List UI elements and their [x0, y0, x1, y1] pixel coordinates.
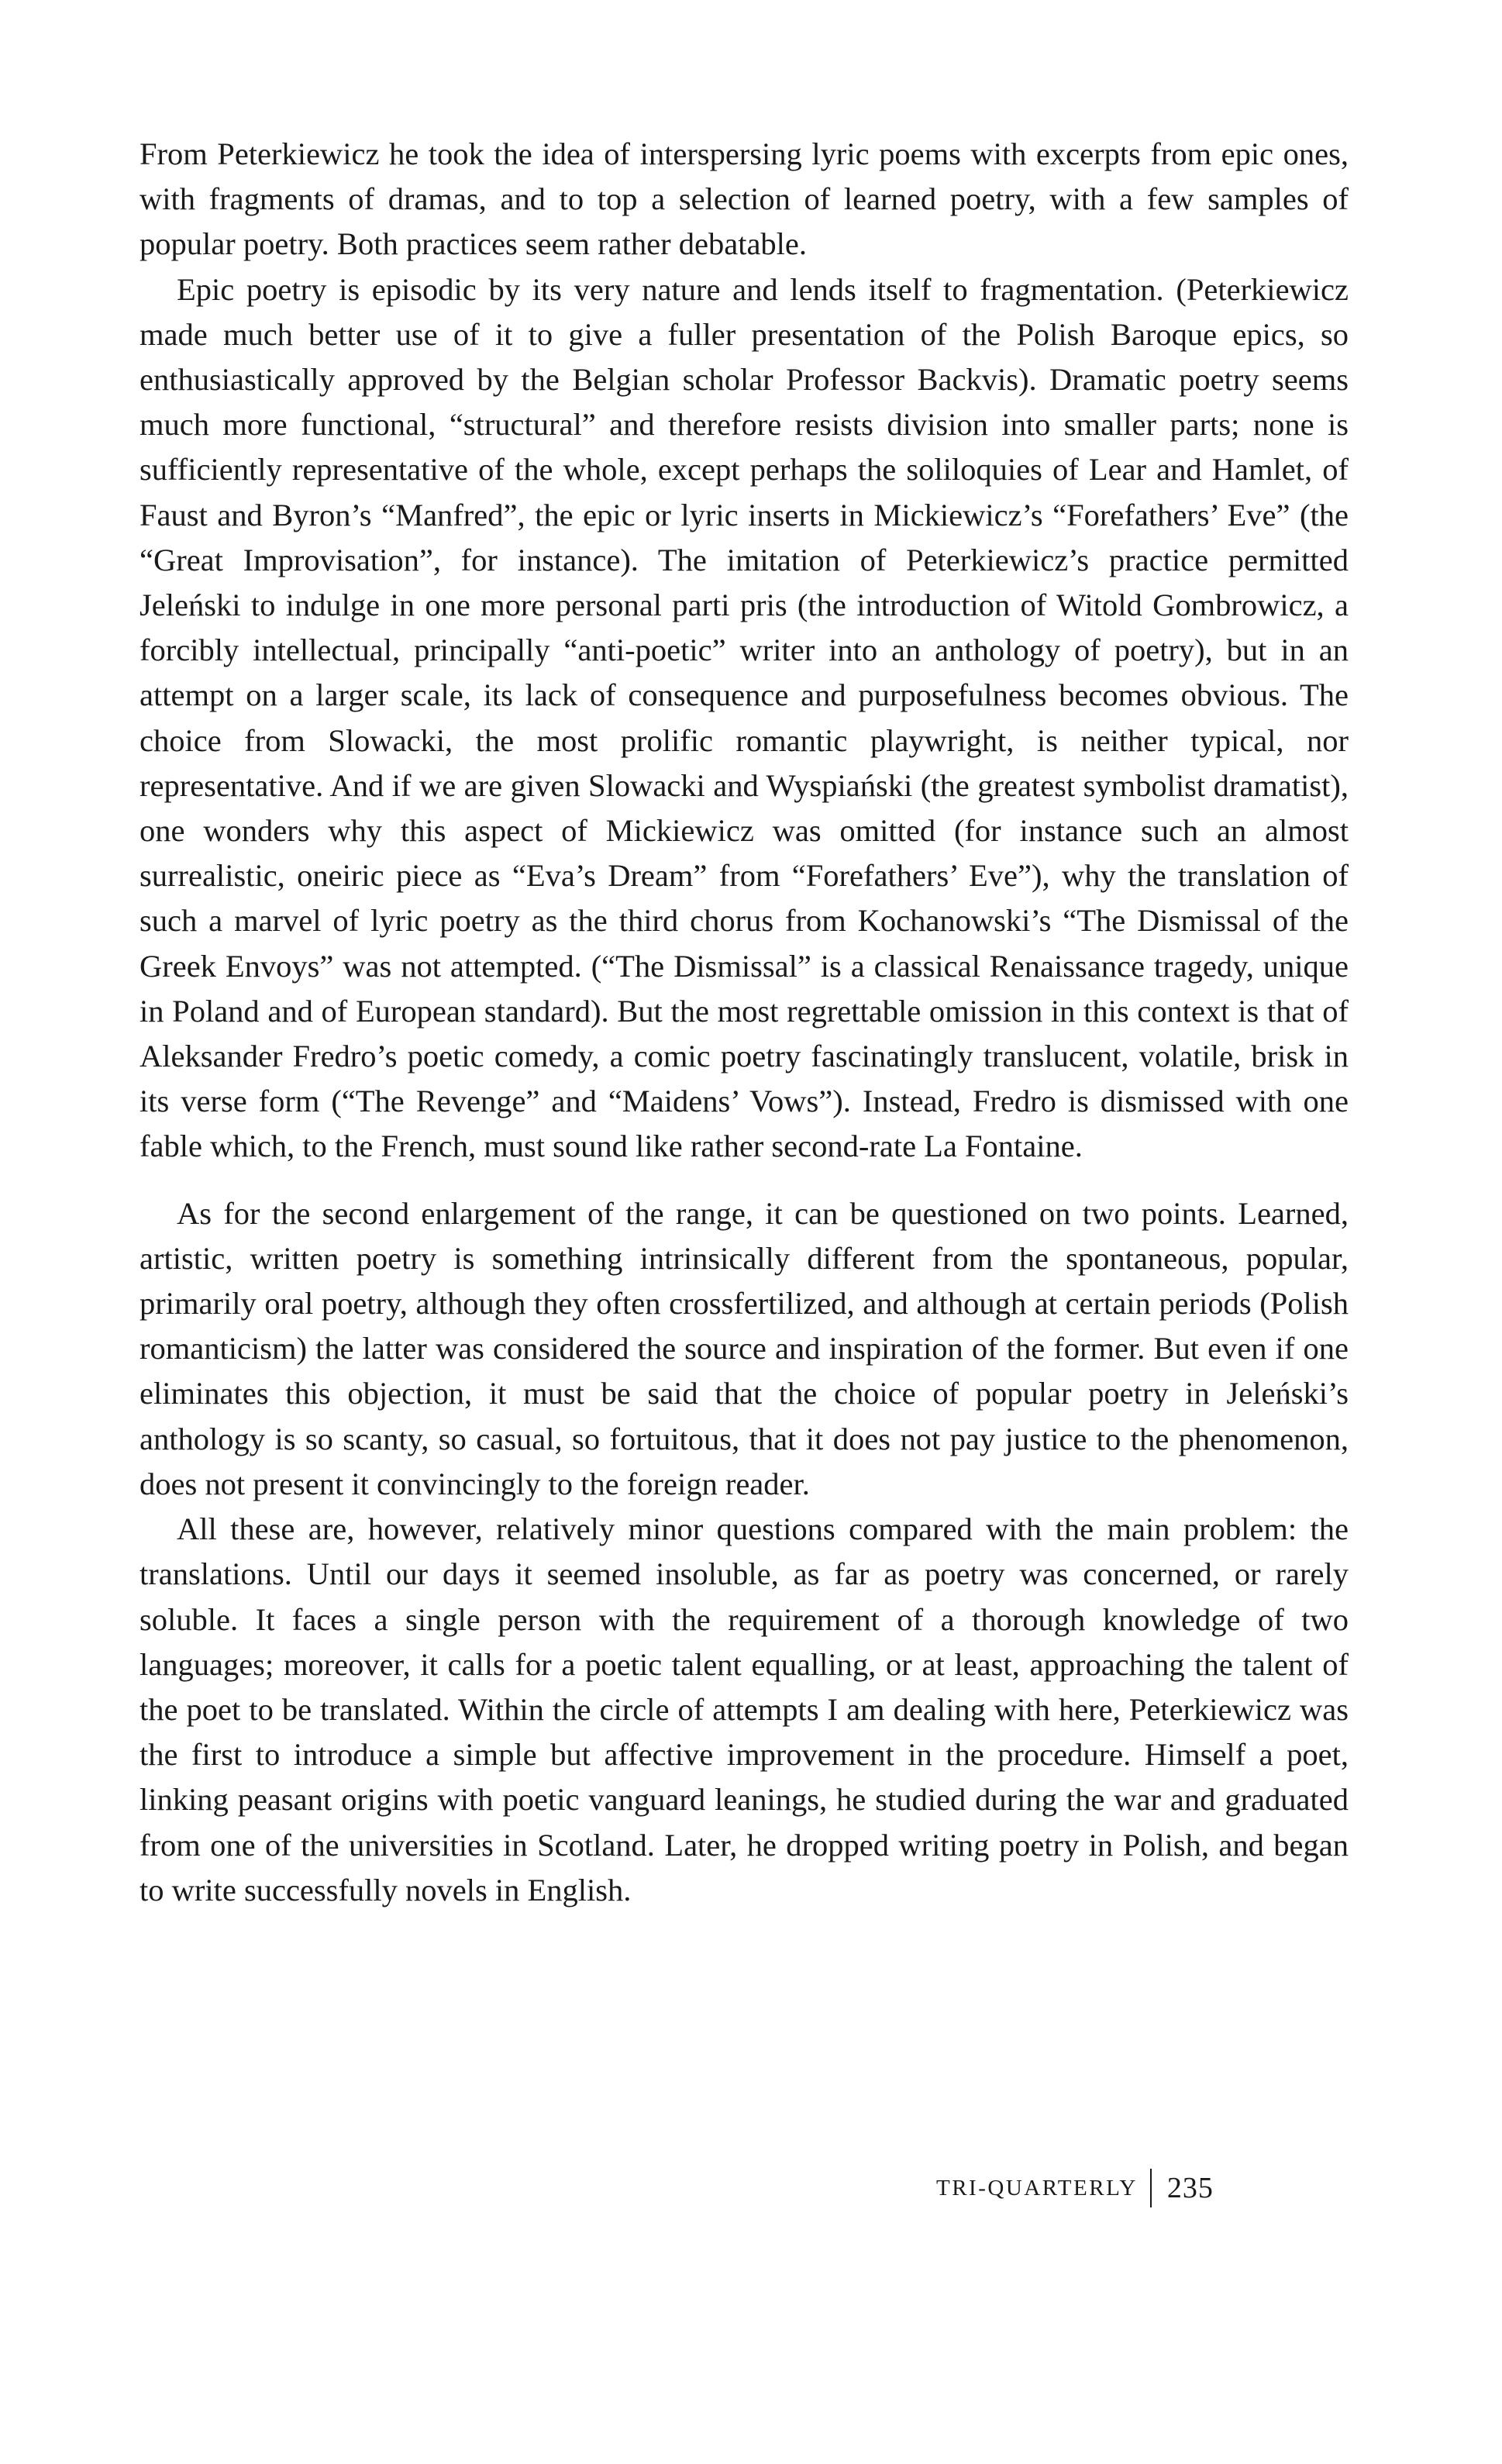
footer-divider	[1150, 2169, 1152, 2207]
journal-name: TRI-QUARTERLY	[936, 2175, 1138, 2200]
paragraph-4: All these are, however, relatively minor questions compared with the main problem: the translations. Until our days it seemed insoluble, as far as poetry was concerned, or rarely soluble. It faces a single person with the requirement of a thorough knowledge of two languages; moreover, it calls for a poetic talent equalling, or at least, approaching the talent of the poet to be translated. Within the circle of attempts I am dealing with here, Peterkiewicz was the first to introduce a simple but affective improvement in the procedure. Himself a poet, linking peasant origins with poetic vanguard leanings, he studied during the war and graduated from one of the universities in Scotland. Later, he dropped writing poetry in Polish, and began to write successfully novels in English.	[140, 1511, 1349, 1907]
page-footer	[936, 2169, 1214, 2207]
paragraph-1: From Peterkiewicz he took the idea of interspersing lyric poems with excerpts from epic ones, with fragments of dramas, and to top a selection of learned poetry, with a few samples of popular poetry. Both practices seem rather debatable.	[140, 136, 1349, 262]
page-body	[140, 132, 1349, 1913]
page-number: 235	[1166, 2172, 1214, 2204]
paragraph-2: Epic poetry is episodic by its very nature and lends itself to fragmentation. (Peterkiewicz made much better use of it to give a fuller presentation of the Polish Baroque epics, so enthusiastically approved by the Belgian scholar Professor Backvis). Dramatic poetry seems much more functional, “structural” and therefore resists division into smaller parts; none is sufficiently representative of the whole, except perhaps the soliloquies of Lear and Hamlet, of Faust and Byron’s “Manfred”, the epic or lyric inserts in Mickiewicz’s “Forefathers’ Eve” (the “Great Improvisation”, for instance). The imitation of Peterkiewicz’s practice permitted Jeleński to indulge in one more personal parti pris (the introduction of Witold Gombrowicz, a forcibly intellectual, principally “anti-poetic” writer into an anthology of poetry), but in an attempt on a larger scale, its lack of consequence and purposefulness becomes obvious. The choice from Slowacki, the most prolific romantic playwright, is neither typical, nor representative. And if we are given Slowacki and Wyspiański (the greatest symbolist dramatist), one wonders why this aspect of Mickiewicz was omitted (for instance such an almost surrealistic, oneiric piece as “Eva’s Dream” from “Forefathers’ Eve”), why the translation of such a marvel of lyric poetry as the third chorus from Kochanowski’s “The Dismissal of the Greek Envoys” was not attempted. (“The Dismissal” is a classical Renaissance tragedy, unique in Poland and of European standard). But the most regrettable omission in this context is that of Aleksander Fredro’s poetic comedy, a comic poetry fascinatingly translucent, volatile, brisk in its verse form (“The Revenge” and “Maidens’ Vows”). Instead, Fredro is dismissed with one fable which, to the French, must sound like rather second-rate La Fontaine.	[140, 271, 1349, 1164]
paragraph-3: As for the second enlargement of the range, it can be questioned on two points. Learned, artistic, written poetry is something intrinsically different from the spontaneous, popular, primarily oral poetry, although they often crossfertilized, and although at certain periods (Polish romanticism) the latter was considered the source and inspiration of the former. But even if one eliminates this objection, it must be said that the choice of popular poetry in Jeleński’s anthology is so scanty, so casual, so fortuitous, that it does not pay justice to the phenomenon, does not present it convincingly to the foreign reader.	[140, 1195, 1349, 1501]
